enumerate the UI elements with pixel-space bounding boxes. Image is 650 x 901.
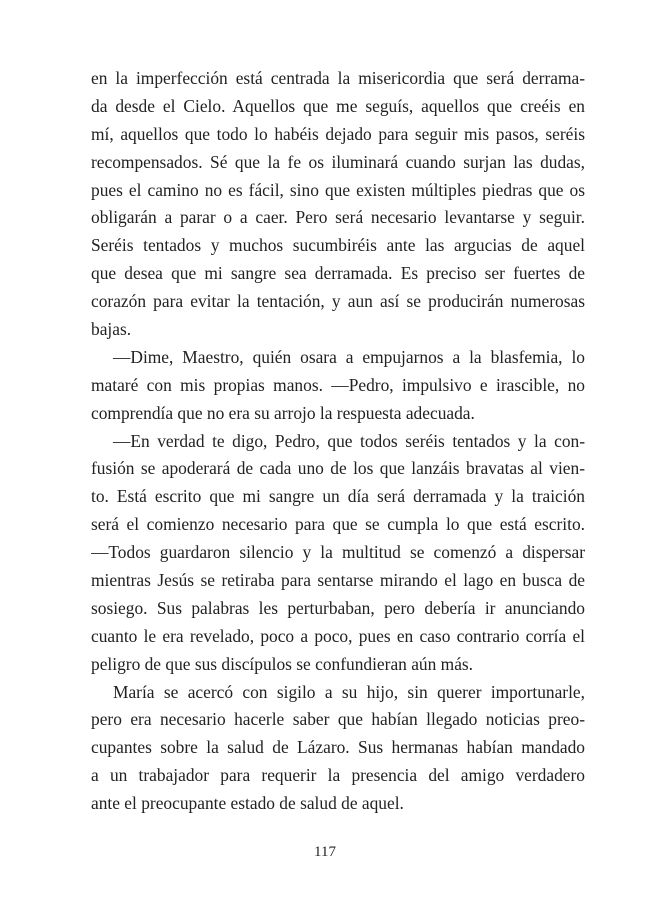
body-text xyxy=(91,65,585,818)
text-line: to. Está escrito que mi sangre un día será derramada y la traición xyxy=(91,486,585,507)
text-line: en la imperfección está centrada la misericordia que será derrama- xyxy=(91,68,585,88)
text-line: mí, aquellos que todo lo habéis dejado para seguir mis pasos, seréis xyxy=(91,123,585,144)
text-line: —Todos guardaron silencio y la multitud se comenzó a dispersar xyxy=(91,542,585,563)
text-line: mientras Jesús se retiraba para sentarse mirando el lago en busca de xyxy=(91,570,585,591)
text-line: corazón para evitar la tentación, y aun así se producirán numerosas xyxy=(91,291,585,312)
page-number: 117 xyxy=(314,844,336,860)
text-line: —En verdad te digo, Pedro, que todos seréis tentados y la con- xyxy=(113,430,585,451)
text-line: Seréis tentados y muchos sucumbiréis ante las argucias de aquel xyxy=(91,235,585,256)
text-line: bajas. xyxy=(91,319,132,340)
text-line: obligarán a parar o a caer. Pero será necesario levantarse y seguir. xyxy=(91,207,585,228)
text-line: —Dime, Maestro, quién osara a empujarnos a la blasfemia, lo xyxy=(113,346,585,367)
text-line: recompensados. Sé que la fe os iluminará cuando surjan las dudas, xyxy=(91,151,585,172)
text-line: ante el preocupante estado de salud de aquel. xyxy=(91,793,404,814)
text-line: pero era necesario hacerle saber que habían llegado noticias preo- xyxy=(91,709,585,730)
text-line: cupantes sobre la salud de Lázaro. Sus hermanas habían mandado xyxy=(91,737,585,758)
text-line: sosiego. Sus palabras les perturbaban, pero debería ir anunciando xyxy=(91,597,585,618)
text-line: María se acercó con sigilo a su hijo, sin querer importunarle, xyxy=(113,681,585,702)
text-line: que desea que mi sangre sea derramada. Es preciso ser fuertes de xyxy=(91,263,585,284)
text-line: peligro de que sus discípulos se confundieran aún más. xyxy=(91,653,474,674)
text-line: a un trabajador para requerir la presencia del amigo verdadero xyxy=(91,765,585,786)
text-line: será el comienzo necesario para que se cumpla lo que está escrito. xyxy=(91,514,585,535)
text-line: mataré con mis propias manos. —Pedro, impulsivo e irascible, no xyxy=(91,374,585,395)
text-line: pues el camino no es fácil, sino que existen múltiples piedras que os xyxy=(91,179,585,200)
text-line: fusión se apoderará de cada uno de los que lanzáis bravatas al vien- xyxy=(91,458,585,479)
text-line: comprendía que no era su arrojo la respuesta adecuada. xyxy=(91,402,475,423)
text-line: da desde el Cielo. Aquellos que me seguís, aquellos que creéis en xyxy=(91,95,585,116)
text-line: cuanto le era revelado, poco a poco, pues en caso contrario corría el xyxy=(91,625,585,646)
